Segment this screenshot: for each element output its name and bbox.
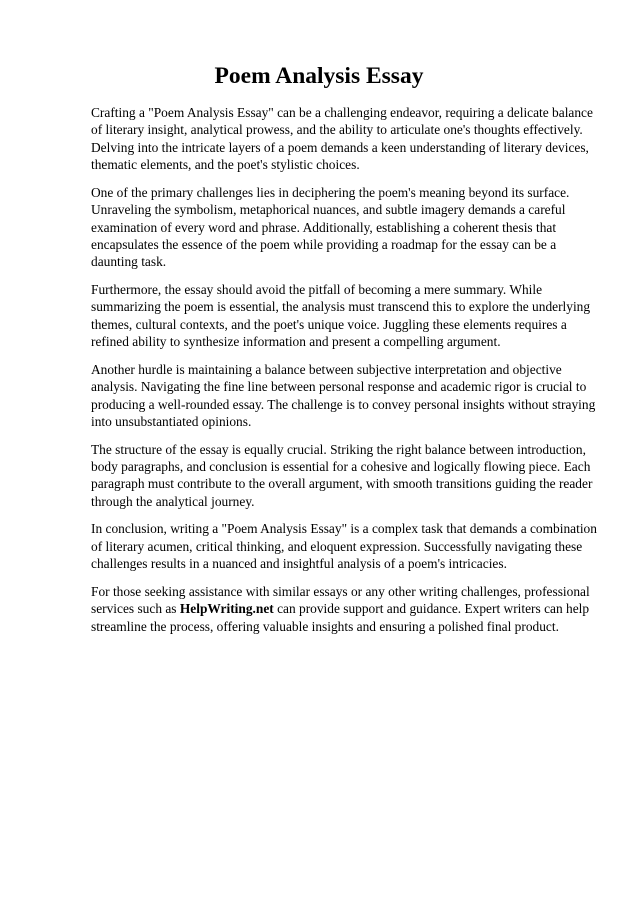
paragraph-balance: Another hurdle is maintaining a balance between subjective interpretation and objective analysis. Navigating the fine line between personal response and academic rigor is crucial to producing a well-rounded essay. The challenge is to convey personal insights without straying into unsubstantiated opinions.	[91, 361, 596, 430]
paragraph-challenges: One of the primary challenges lies in deciphering the poem's meaning beyond its surface. Unraveling the symbolism, metaphorical nuances, and subtle imagery demands a careful examination of every word and phrase. Additionally, establishing a coherent thesis that encapsulates the essence of the poem while providing a roadmap for the essay can be a daunting task.	[91, 184, 570, 270]
document-title: Poem Analysis Essay	[214, 63, 424, 89]
paragraph-conclusion: In conclusion, writing a "Poem Analysis Essay" is a complex task that demands a combination of literary acumen, critical thinking, and eloquent expression. Successfully navigating these challenges results in a nuanced and insightful analysis of a poem's intricacies.	[91, 521, 597, 572]
paragraph-summary-pitfall: Furthermore, the essay should avoid the pitfall of becoming a mere summary. While summarizing the poem is essential, the analysis must transcend this to explore the underlying themes, cultural contexts, and the poet's unique voice. Juggling these elements requires a refined ability to synthesize information and present a compelling argument.	[91, 282, 591, 350]
paragraph-structure: The structure of the essay is equally crucial. Striking the right balance between introduction, body paragraphs, and conclusion is essential for a cohesive and logically flowing piece. Each paragraph must contribute to the overall argument, with smooth transitions guiding the reader through the analytical journey.	[91, 441, 593, 509]
paragraph-intro: Crafting a "Poem Analysis Essay" can be a challenging endeavor, requiring a delicate balance of literary insight, analytical prowess, and the ability to articulate one's thoughts effectively. Delving into the intricate layers of a poem demands a keen understanding of literary devices, thematic elements, and the poet's stylistic choices.	[91, 105, 593, 173]
document-body	[91, 104, 603, 645]
paragraph-services	[91, 583, 603, 635]
brand-name: HelpWriting.net	[179, 601, 274, 617]
services-text-before: For those seeking assistance with similar essays or any other writing challenges, professional services such as	[91, 583, 590, 617]
services-text-after: can provide support and guidance. Expert writers can help streamline the process, offering valuable insights and ensuring a polished final product.	[91, 601, 590, 634]
